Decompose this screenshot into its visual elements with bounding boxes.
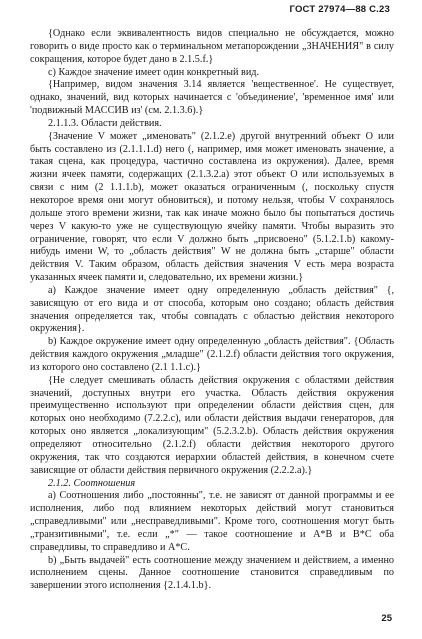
page-number: 25 [381,613,392,624]
section-title-scopes: 2.1.1.3. Области действия. [48,117,162,129]
body-text [30,28,394,593]
paragraph-item-c: c) Каждое значение имеет один конкретный вид. [48,66,260,78]
page-header: ГОСТ 27974—88 С.23 [289,4,390,15]
section-title-relations: 2.1.2. Соотношения [48,477,136,489]
paragraph-note-example: {Например, видом значения 3.14 является 'вещественное'. Не существует, однако, значений, вид которых начинается с 'объединение', 'временное имя' или 'подвижный МАССИВ из' (см. 2.1.3.6).} [30,79,394,117]
paragraph-item-b: b) Каждое окружение имеет одну определенную „область действия". {Область действия каждого окружения „младше" (2.1.2.f) области действия того окружения, из которого оно составлено (2.1 1.1.с).} [30,336,394,373]
paragraph-note-environment: {Не следует смешивать область действия окружения с областями действия значений, доступных внутри его участка. Область действия окружения преимущественно используют при определении области действия сцен, для которых оно необходимо (7.2.2.с), или области действия выдачи генераторов, для которых оно является „локализующим" (5.2.3.2.b). Область действия окружения определяют относительно (2.1.2.f) области действия некоторого другого окружения, так что создаются иерархии областей действия, в конечном счете зависящие от области действия первичного окружения (2.2.2.а).} [30,374,394,476]
paragraph-note-equivalence: {Однако если эквивалентность видов специально не обсуждается, можно говорить о виде просто как о терминальном метапорождении „ЗНАЧЕНИЯ" в силу сокращения, которое будет дано в 2.1.5.f.} [30,28,394,65]
paragraph-item-a: а) Каждое значение имеет одну определенную „область действия" {, зависящую от его вида и от способа, которым оно создано; область действия значения определяется так, чтобы совпадать с областью действия некоторого окружения}. [30,284,394,335]
paragraph-note-scope: {Значение V может „именовать" (2.1.2.е) другой внутренний объект О или быть составлено из (2.1.1.1.d) него (, например, имя может именовать значение, а такая сцена, как процедура, частично составлена из окружения). Далее, время жизни ячеек памяти, содержащих (2.1.3.2.а) этот объект О или используемых в связи с ним (2 1.1.1.b), может оказаться ограниченным (, поскольку спустя некоторое время они могут обновиться), и потому нельзя, чтобы V сохранялось дольше этого времени жизни, так как иначе можно было бы попытаться достичь через V какую-то уже не существующую ячейку памяти. Чтобы выразить это ограничение, говорят, что если V должно быть „присвоено" (5.1.2.1.b) какому-нибудь имени W, то „область действия" W не должна быть „старше" области действия V. Таким образом, область действия значения V есть мера возраста указанных ячеек памяти и, следовательно, их времени жизни.} [30,130,394,284]
paragraph-relations-a: а) Соотношения либо „постоянны", т.е. не зависят от данной программы и ее исполнения, либо под влиянием некоторых действий могут становиться „справедливыми" или „несправедливыми". Кроме того, соотношения могут быть „транзитивными", т.е. если „*" — такое соотношение и А*В и В*С оба справедливы, то справедливо и А*С. [30,490,394,553]
paragraph-relations-b: b) „Быть выдачей" есть соотношение между значением и действием, а именно исполнением сцены. Данное соотношение становится справедливым по завершении этого исполнения {2.1.4.1.b}. [30,554,394,592]
